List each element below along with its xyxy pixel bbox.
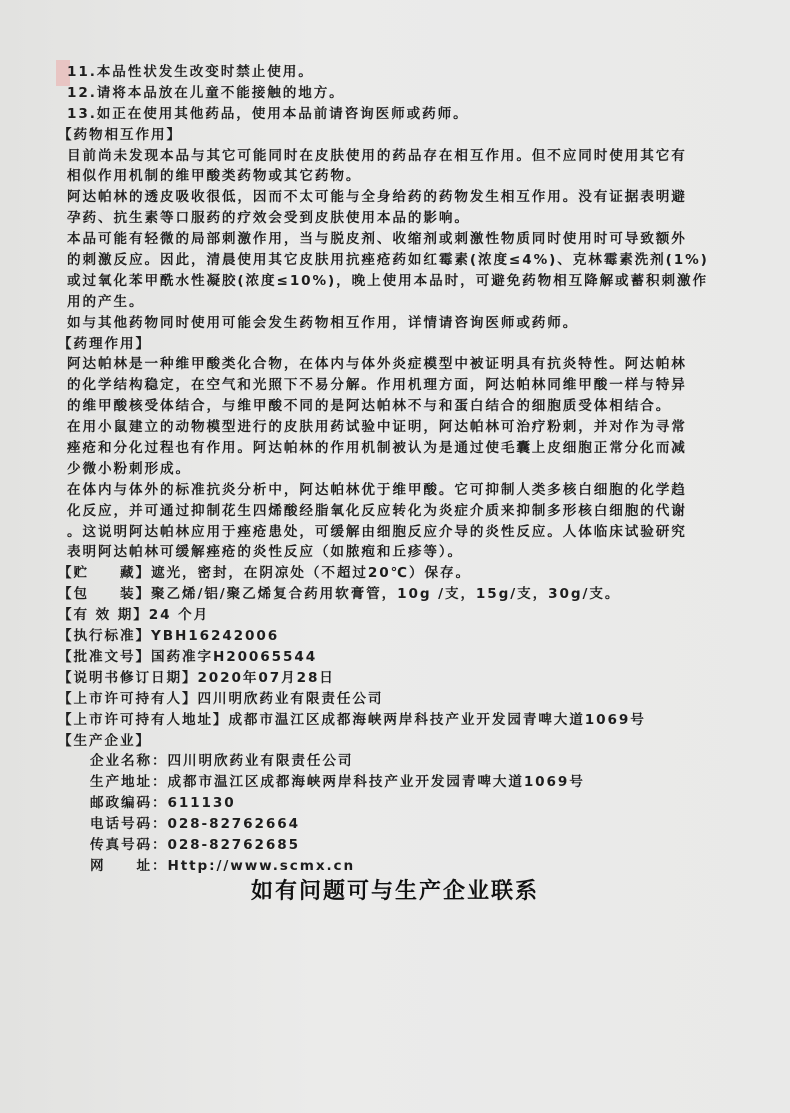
leaflet-content: [58, 62, 738, 877]
field-label: 【说明书修订日期】: [58, 669, 198, 686]
section-heading-pharmacology: 【药理作用】: [58, 335, 151, 352]
info-field: [58, 563, 738, 584]
paragraph-line: 。这说明阿达帕林应用于痤疮患处，可缓解由细胞反应介导的炎性反应。人体临床试验研究: [67, 523, 687, 540]
field-label: 【有 效 期】: [58, 607, 149, 624]
field-label: 企业名称：: [90, 753, 168, 770]
contact-notice: 如有问题可与生产企业联系: [250, 879, 539, 904]
info-field: [58, 668, 738, 689]
paragraph-line: 在体内与体外的标准抗炎分析中，阿达帕林优于维甲酸。它可抑制人类多核白细胞的化学趋: [67, 481, 687, 498]
field-label: 【贮 藏】: [58, 565, 151, 582]
field-value: 028-82762664: [167, 816, 300, 833]
field-label: 【批准文号】: [58, 648, 151, 665]
info-field: [58, 647, 738, 668]
paragraph-line: 阿达帕林是一种维甲酸类化合物，在体内与体外炎症模型中被证明具有抗炎特性。阿达帕林: [67, 356, 687, 373]
info-field: [58, 626, 738, 647]
field-label: 网 址：: [90, 857, 168, 874]
field-value: 611130: [167, 795, 236, 812]
paragraph-line: 的化学结构稳定，在空气和光照下不易分解。作用机理方面，阿达帕林同维甲酸一样与特异: [67, 377, 687, 394]
field-value: 成都市温江区成都海峡两岸科技产业开发园青啤大道1069号: [167, 774, 585, 791]
field-value: Http://www.scmx.cn: [167, 857, 356, 874]
field-value: 遮光，密封，在阴凉处（不超过20℃）保存。: [150, 565, 471, 582]
field-label: 传真号码：: [90, 836, 168, 853]
paragraph-line: 或过氧化苯甲酰水性凝胶(浓度≤10%)，晚上使用本品时，可避免药物相互降解或蓄积刺激作: [67, 272, 709, 289]
paragraph-line: 本品可能有轻微的局部刺激作用，当与脱皮剂、收缩剂或刺激性物质同时使用时可导致额外: [67, 231, 687, 248]
paragraph-line: 目前尚未发现本品与其它可能同时在皮肤使用的药品存在相互作用。但不应同时使用其它有: [67, 147, 687, 164]
paragraph-line: 化反应，并可通过抑制花生四烯酸经脂氧化反应转化为炎症介质来抑制多形核白细胞的代谢: [67, 502, 687, 519]
info-field: [58, 689, 738, 710]
section-heading-interactions: 【药物相互作用】: [58, 126, 182, 143]
paragraph-line: 阿达帕林的透皮吸收很低，因而不太可能与全身给药的药物发生相互作用。没有证据表明避: [67, 189, 687, 206]
info-field: [58, 793, 738, 814]
field-label: 生产地址：: [90, 774, 168, 791]
info-field: [58, 835, 738, 856]
info-field: [58, 751, 738, 772]
paragraph-line: 少微小粉刺形成。: [67, 460, 191, 477]
field-value: 24 个月: [148, 607, 210, 624]
field-label: 邮政编码：: [90, 795, 168, 812]
field-value: 四川明欣药业有限责任公司: [167, 753, 354, 770]
paragraph-line: 在用小鼠建立的动物模型进行的皮肤用药试验中证明，阿达帕林可治疗粉刺，并对作为寻常: [67, 419, 687, 436]
field-value: YBH16242006: [150, 628, 280, 645]
paragraph-line: 的维甲酸核受体结合，与维甲酸不同的是阿达帕林不与和蛋白结合的细胞质受体相结合。: [67, 398, 672, 415]
paragraph-line: 表明阿达帕林可缓解痤疮的炎性反应（如脓疱和丘疹等）。: [67, 544, 464, 561]
warning-item: 13.如正在使用其他药品，使用本品前请咨询医师或药师。: [67, 105, 469, 122]
field-label: 【执行标准】: [58, 628, 151, 645]
field-label: 【包 装】: [58, 586, 151, 603]
info-field: [58, 710, 738, 731]
paragraph-line: 相似作用机制的维甲酸类药物或其它药物。: [67, 168, 362, 185]
field-value: 四川明欣药业有限责任公司: [197, 690, 384, 707]
info-field: [58, 584, 738, 605]
field-value: 2020年07月28日: [197, 669, 335, 686]
info-field: [58, 814, 738, 835]
paragraph-line: 用的产生。: [67, 293, 145, 310]
section-heading-manufacturer: 【生产企业】: [58, 732, 151, 749]
paragraph-line: 的刺激反应。因此，清晨使用其它皮肤用抗痤疮药如红霉素(浓度≤4%)、克林霉素洗剂(1%): [67, 252, 709, 269]
field-value: 028-82762685: [167, 836, 300, 853]
paragraph-line: 如与其他药物同时使用可能会发生药物相互作用，详情请咨询医师或药师。: [67, 314, 579, 331]
warning-item: 11.本品性状发生改变时禁止使用。: [67, 64, 314, 80]
paragraph-line: 痤疮和分化过程也有作用。阿达帕林的作用机制被认为是通过使毛囊上皮细胞正常分化而减: [67, 440, 687, 457]
paragraph-line: 孕药、抗生素等口服药的疗效会受到皮肤使用本品的影响。: [67, 210, 470, 227]
info-field: [58, 605, 738, 626]
field-value: 成都市温江区成都海峡两岸科技产业开发园青啤大道1069号: [228, 711, 646, 728]
warning-item: 12.请将本品放在儿童不能接触的地方。: [67, 84, 345, 101]
field-value: 聚乙烯/铝/聚乙烯复合药用软膏管，10g /支，15g/支，30g/支。: [150, 586, 621, 603]
field-value: 国药准字H20065544: [150, 648, 318, 665]
field-label: 【上市许可持有人】: [58, 690, 198, 707]
info-field: [58, 772, 738, 793]
field-label: 【上市许可持有人地址】: [58, 711, 229, 728]
field-label: 电话号码：: [90, 816, 168, 833]
